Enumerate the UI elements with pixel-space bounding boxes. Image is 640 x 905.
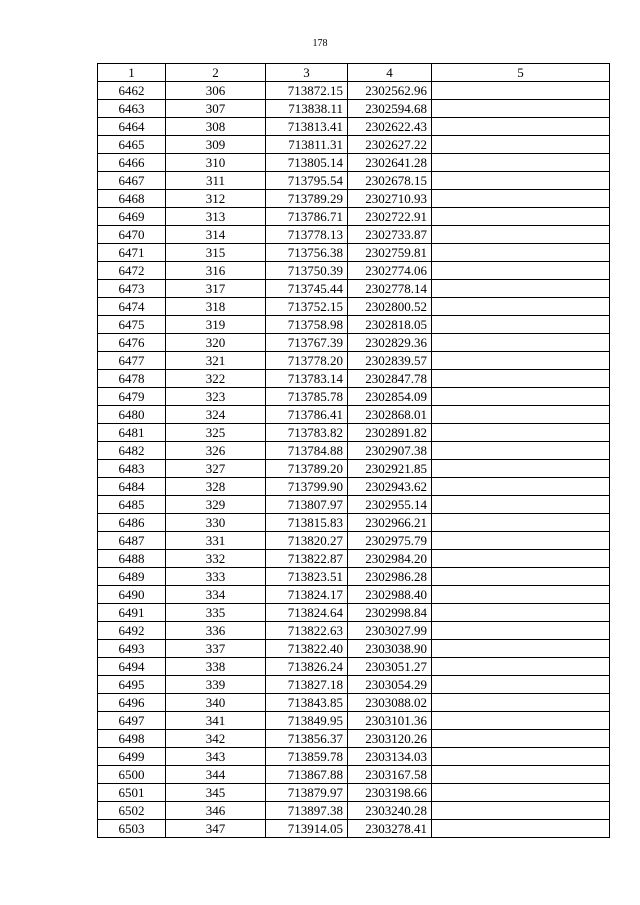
x-coordinate-cell: 713815.83 — [266, 514, 348, 532]
point-number-cell: 345 — [166, 784, 266, 802]
notes-cell — [432, 262, 610, 280]
y-coordinate-cell: 2302722.91 — [348, 208, 432, 226]
table-row — [98, 154, 610, 172]
notes-cell — [432, 802, 610, 820]
table-row — [98, 316, 610, 334]
notes-cell — [432, 820, 610, 838]
table-row — [98, 658, 610, 676]
x-coordinate-cell: 713824.64 — [266, 604, 348, 622]
notes-cell — [432, 190, 610, 208]
row-number-cell: 6498 — [98, 730, 166, 748]
y-coordinate-cell: 2302986.28 — [348, 568, 432, 586]
table-row — [98, 370, 610, 388]
notes-cell — [432, 712, 610, 730]
y-coordinate-cell: 2302594.68 — [348, 100, 432, 118]
notes-cell — [432, 568, 610, 586]
row-number-cell: 6494 — [98, 658, 166, 676]
row-number-cell: 6467 — [98, 172, 166, 190]
point-number-cell: 332 — [166, 550, 266, 568]
point-number-cell: 315 — [166, 244, 266, 262]
notes-cell — [432, 586, 610, 604]
y-coordinate-cell: 2302818.05 — [348, 316, 432, 334]
x-coordinate-cell: 713778.20 — [266, 352, 348, 370]
notes-cell — [432, 172, 610, 190]
point-number-cell: 326 — [166, 442, 266, 460]
row-number-cell: 6473 — [98, 280, 166, 298]
y-coordinate-cell: 2302678.15 — [348, 172, 432, 190]
x-coordinate-cell: 713758.98 — [266, 316, 348, 334]
x-coordinate-cell: 713778.13 — [266, 226, 348, 244]
x-coordinate-cell: 713843.85 — [266, 694, 348, 712]
row-number-cell: 6462 — [98, 82, 166, 100]
point-number-cell: 313 — [166, 208, 266, 226]
x-coordinate-cell: 713756.38 — [266, 244, 348, 262]
table-row — [98, 676, 610, 694]
x-coordinate-cell: 713795.54 — [266, 172, 348, 190]
y-coordinate-cell: 2302984.20 — [348, 550, 432, 568]
row-number-cell: 6497 — [98, 712, 166, 730]
x-coordinate-cell: 713785.78 — [266, 388, 348, 406]
row-number-cell: 6477 — [98, 352, 166, 370]
notes-cell — [432, 514, 610, 532]
x-coordinate-cell: 713849.95 — [266, 712, 348, 730]
notes-cell — [432, 640, 610, 658]
point-number-cell: 325 — [166, 424, 266, 442]
x-coordinate-cell: 713822.87 — [266, 550, 348, 568]
point-number-cell: 339 — [166, 676, 266, 694]
row-number-cell: 6495 — [98, 676, 166, 694]
x-coordinate-cell: 713807.97 — [266, 496, 348, 514]
x-coordinate-cell: 713897.38 — [266, 802, 348, 820]
x-coordinate-cell: 713811.31 — [266, 136, 348, 154]
notes-cell — [432, 154, 610, 172]
point-number-cell: 314 — [166, 226, 266, 244]
y-coordinate-cell: 2302829.36 — [348, 334, 432, 352]
row-number-cell: 6483 — [98, 460, 166, 478]
notes-cell — [432, 730, 610, 748]
notes-cell — [432, 622, 610, 640]
point-number-cell: 306 — [166, 82, 266, 100]
x-coordinate-cell: 713859.78 — [266, 748, 348, 766]
y-coordinate-cell: 2302733.87 — [348, 226, 432, 244]
table-row — [98, 514, 610, 532]
row-number-cell: 6501 — [98, 784, 166, 802]
x-coordinate-cell: 713872.15 — [266, 82, 348, 100]
x-coordinate-cell: 713824.17 — [266, 586, 348, 604]
notes-cell — [432, 334, 610, 352]
table-row — [98, 820, 610, 838]
point-number-cell: 316 — [166, 262, 266, 280]
row-number-cell: 6485 — [98, 496, 166, 514]
column-header-5: 5 — [432, 64, 610, 82]
row-number-cell: 6466 — [98, 154, 166, 172]
point-number-cell: 334 — [166, 586, 266, 604]
row-number-cell: 6503 — [98, 820, 166, 838]
point-number-cell: 331 — [166, 532, 266, 550]
table-row — [98, 298, 610, 316]
table-row — [98, 604, 610, 622]
y-coordinate-cell: 2302998.84 — [348, 604, 432, 622]
x-coordinate-cell: 713823.51 — [266, 568, 348, 586]
x-coordinate-cell: 713826.24 — [266, 658, 348, 676]
notes-cell — [432, 442, 610, 460]
point-number-cell: 318 — [166, 298, 266, 316]
row-number-cell: 6480 — [98, 406, 166, 424]
notes-cell — [432, 316, 610, 334]
row-number-cell: 6481 — [98, 424, 166, 442]
y-coordinate-cell: 2302800.52 — [348, 298, 432, 316]
point-number-cell: 308 — [166, 118, 266, 136]
row-number-cell: 6499 — [98, 748, 166, 766]
row-number-cell: 6476 — [98, 334, 166, 352]
row-number-cell: 6478 — [98, 370, 166, 388]
notes-cell — [432, 244, 610, 262]
table-row — [98, 748, 610, 766]
x-coordinate-cell: 713820.27 — [266, 532, 348, 550]
point-number-cell: 328 — [166, 478, 266, 496]
table-row — [98, 388, 610, 406]
notes-cell — [432, 694, 610, 712]
page-number: 178 — [312, 38, 328, 49]
table-row — [98, 640, 610, 658]
y-coordinate-cell: 2303134.03 — [348, 748, 432, 766]
notes-cell — [432, 478, 610, 496]
y-coordinate-cell: 2302627.22 — [348, 136, 432, 154]
row-number-cell: 6465 — [98, 136, 166, 154]
table-row — [98, 712, 610, 730]
x-coordinate-cell: 713799.90 — [266, 478, 348, 496]
x-coordinate-cell: 713783.14 — [266, 370, 348, 388]
x-coordinate-cell: 713838.11 — [266, 100, 348, 118]
table-row — [98, 118, 610, 136]
y-coordinate-cell: 2302778.14 — [348, 280, 432, 298]
y-coordinate-cell: 2302622.43 — [348, 118, 432, 136]
point-number-cell: 317 — [166, 280, 266, 298]
table-row — [98, 352, 610, 370]
x-coordinate-cell: 713745.44 — [266, 280, 348, 298]
x-coordinate-cell: 713879.97 — [266, 784, 348, 802]
row-number-cell: 6493 — [98, 640, 166, 658]
x-coordinate-cell: 713783.82 — [266, 424, 348, 442]
y-coordinate-cell: 2303240.28 — [348, 802, 432, 820]
table-row — [98, 586, 610, 604]
x-coordinate-cell: 713914.05 — [266, 820, 348, 838]
x-coordinate-cell: 713827.18 — [266, 676, 348, 694]
table-row — [98, 496, 610, 514]
x-coordinate-cell: 713786.71 — [266, 208, 348, 226]
y-coordinate-cell: 2302562.96 — [348, 82, 432, 100]
point-number-cell: 309 — [166, 136, 266, 154]
column-header-4: 4 — [348, 64, 432, 82]
notes-cell — [432, 748, 610, 766]
notes-cell — [432, 676, 610, 694]
x-coordinate-cell: 713856.37 — [266, 730, 348, 748]
table-body — [98, 82, 610, 838]
x-coordinate-cell: 713784.88 — [266, 442, 348, 460]
point-number-cell: 342 — [166, 730, 266, 748]
x-coordinate-cell: 713867.88 — [266, 766, 348, 784]
table-row — [98, 136, 610, 154]
x-coordinate-cell: 713805.14 — [266, 154, 348, 172]
y-coordinate-cell: 2302710.93 — [348, 190, 432, 208]
point-number-cell: 329 — [166, 496, 266, 514]
notes-cell — [432, 280, 610, 298]
x-coordinate-cell: 713786.41 — [266, 406, 348, 424]
y-coordinate-cell: 2302774.06 — [348, 262, 432, 280]
notes-cell — [432, 406, 610, 424]
table-row — [98, 766, 610, 784]
point-number-cell: 341 — [166, 712, 266, 730]
row-number-cell: 6470 — [98, 226, 166, 244]
row-number-cell: 6479 — [98, 388, 166, 406]
y-coordinate-cell: 2303167.58 — [348, 766, 432, 784]
y-coordinate-cell: 2302854.09 — [348, 388, 432, 406]
table-row — [98, 280, 610, 298]
notes-cell — [432, 604, 610, 622]
y-coordinate-cell: 2303088.02 — [348, 694, 432, 712]
point-number-cell: 311 — [166, 172, 266, 190]
notes-cell — [432, 100, 610, 118]
row-number-cell: 6471 — [98, 244, 166, 262]
notes-cell — [432, 550, 610, 568]
coordinates-table — [97, 63, 610, 838]
y-coordinate-cell: 2303051.27 — [348, 658, 432, 676]
table-row — [98, 100, 610, 118]
table-row — [98, 622, 610, 640]
point-number-cell: 333 — [166, 568, 266, 586]
table-row — [98, 424, 610, 442]
notes-cell — [432, 370, 610, 388]
table-row — [98, 802, 610, 820]
row-number-cell: 6469 — [98, 208, 166, 226]
point-number-cell: 312 — [166, 190, 266, 208]
x-coordinate-cell: 713822.63 — [266, 622, 348, 640]
point-number-cell: 327 — [166, 460, 266, 478]
point-number-cell: 321 — [166, 352, 266, 370]
table-row — [98, 478, 610, 496]
point-number-cell: 323 — [166, 388, 266, 406]
row-number-cell: 6468 — [98, 190, 166, 208]
table-row — [98, 82, 610, 100]
x-coordinate-cell: 713750.39 — [266, 262, 348, 280]
x-coordinate-cell: 713752.15 — [266, 298, 348, 316]
y-coordinate-cell: 2303038.90 — [348, 640, 432, 658]
y-coordinate-cell: 2302975.79 — [348, 532, 432, 550]
table-row — [98, 406, 610, 424]
y-coordinate-cell: 2302641.28 — [348, 154, 432, 172]
y-coordinate-cell: 2302847.78 — [348, 370, 432, 388]
table-row — [98, 550, 610, 568]
column-header-2: 2 — [166, 64, 266, 82]
table-row — [98, 190, 610, 208]
point-number-cell: 346 — [166, 802, 266, 820]
y-coordinate-cell: 2303054.29 — [348, 676, 432, 694]
row-number-cell: 6487 — [98, 532, 166, 550]
notes-cell — [432, 208, 610, 226]
y-coordinate-cell: 2303120.26 — [348, 730, 432, 748]
point-number-cell: 324 — [166, 406, 266, 424]
table-row — [98, 226, 610, 244]
y-coordinate-cell: 2302921.85 — [348, 460, 432, 478]
point-number-cell: 320 — [166, 334, 266, 352]
point-number-cell: 340 — [166, 694, 266, 712]
y-coordinate-cell: 2302943.62 — [348, 478, 432, 496]
column-header-1: 1 — [98, 64, 166, 82]
x-coordinate-cell: 713789.20 — [266, 460, 348, 478]
table-row — [98, 442, 610, 460]
y-coordinate-cell: 2302891.82 — [348, 424, 432, 442]
x-coordinate-cell: 713813.41 — [266, 118, 348, 136]
notes-cell — [432, 532, 610, 550]
x-coordinate-cell: 713822.40 — [266, 640, 348, 658]
table-row — [98, 730, 610, 748]
point-number-cell: 319 — [166, 316, 266, 334]
row-number-cell: 6474 — [98, 298, 166, 316]
table-row — [98, 568, 610, 586]
point-number-cell: 337 — [166, 640, 266, 658]
point-number-cell: 344 — [166, 766, 266, 784]
table-row — [98, 172, 610, 190]
y-coordinate-cell: 2303198.66 — [348, 784, 432, 802]
table-row — [98, 262, 610, 280]
notes-cell — [432, 460, 610, 478]
notes-cell — [432, 424, 610, 442]
y-coordinate-cell: 2302955.14 — [348, 496, 432, 514]
notes-cell — [432, 136, 610, 154]
y-coordinate-cell: 2302868.01 — [348, 406, 432, 424]
x-coordinate-cell: 713767.39 — [266, 334, 348, 352]
row-number-cell: 6489 — [98, 568, 166, 586]
point-number-cell: 307 — [166, 100, 266, 118]
row-number-cell: 6472 — [98, 262, 166, 280]
row-number-cell: 6496 — [98, 694, 166, 712]
point-number-cell: 347 — [166, 820, 266, 838]
notes-cell — [432, 118, 610, 136]
point-number-cell: 336 — [166, 622, 266, 640]
notes-cell — [432, 298, 610, 316]
table-row — [98, 460, 610, 478]
y-coordinate-cell: 2302759.81 — [348, 244, 432, 262]
notes-cell — [432, 766, 610, 784]
table-header-row — [98, 64, 610, 82]
column-header-3: 3 — [266, 64, 348, 82]
table-row — [98, 208, 610, 226]
table-row — [98, 784, 610, 802]
row-number-cell: 6484 — [98, 478, 166, 496]
y-coordinate-cell: 2303278.41 — [348, 820, 432, 838]
row-number-cell: 6490 — [98, 586, 166, 604]
row-number-cell: 6492 — [98, 622, 166, 640]
table-row — [98, 334, 610, 352]
y-coordinate-cell: 2302988.40 — [348, 586, 432, 604]
row-number-cell: 6475 — [98, 316, 166, 334]
row-number-cell: 6502 — [98, 802, 166, 820]
table-row — [98, 694, 610, 712]
point-number-cell: 335 — [166, 604, 266, 622]
table-row — [98, 244, 610, 262]
point-number-cell: 330 — [166, 514, 266, 532]
x-coordinate-cell: 713789.29 — [266, 190, 348, 208]
row-number-cell: 6464 — [98, 118, 166, 136]
y-coordinate-cell: 2303101.36 — [348, 712, 432, 730]
notes-cell — [432, 658, 610, 676]
row-number-cell: 6491 — [98, 604, 166, 622]
y-coordinate-cell: 2302907.38 — [348, 442, 432, 460]
y-coordinate-cell: 2302966.21 — [348, 514, 432, 532]
row-number-cell: 6488 — [98, 550, 166, 568]
point-number-cell: 322 — [166, 370, 266, 388]
notes-cell — [432, 496, 610, 514]
point-number-cell: 343 — [166, 748, 266, 766]
point-number-cell: 310 — [166, 154, 266, 172]
notes-cell — [432, 226, 610, 244]
point-number-cell: 338 — [166, 658, 266, 676]
y-coordinate-cell: 2302839.57 — [348, 352, 432, 370]
notes-cell — [432, 388, 610, 406]
notes-cell — [432, 352, 610, 370]
y-coordinate-cell: 2303027.99 — [348, 622, 432, 640]
row-number-cell: 6463 — [98, 100, 166, 118]
row-number-cell: 6500 — [98, 766, 166, 784]
notes-cell — [432, 784, 610, 802]
table-row — [98, 532, 610, 550]
row-number-cell: 6486 — [98, 514, 166, 532]
row-number-cell: 6482 — [98, 442, 166, 460]
notes-cell — [432, 82, 610, 100]
